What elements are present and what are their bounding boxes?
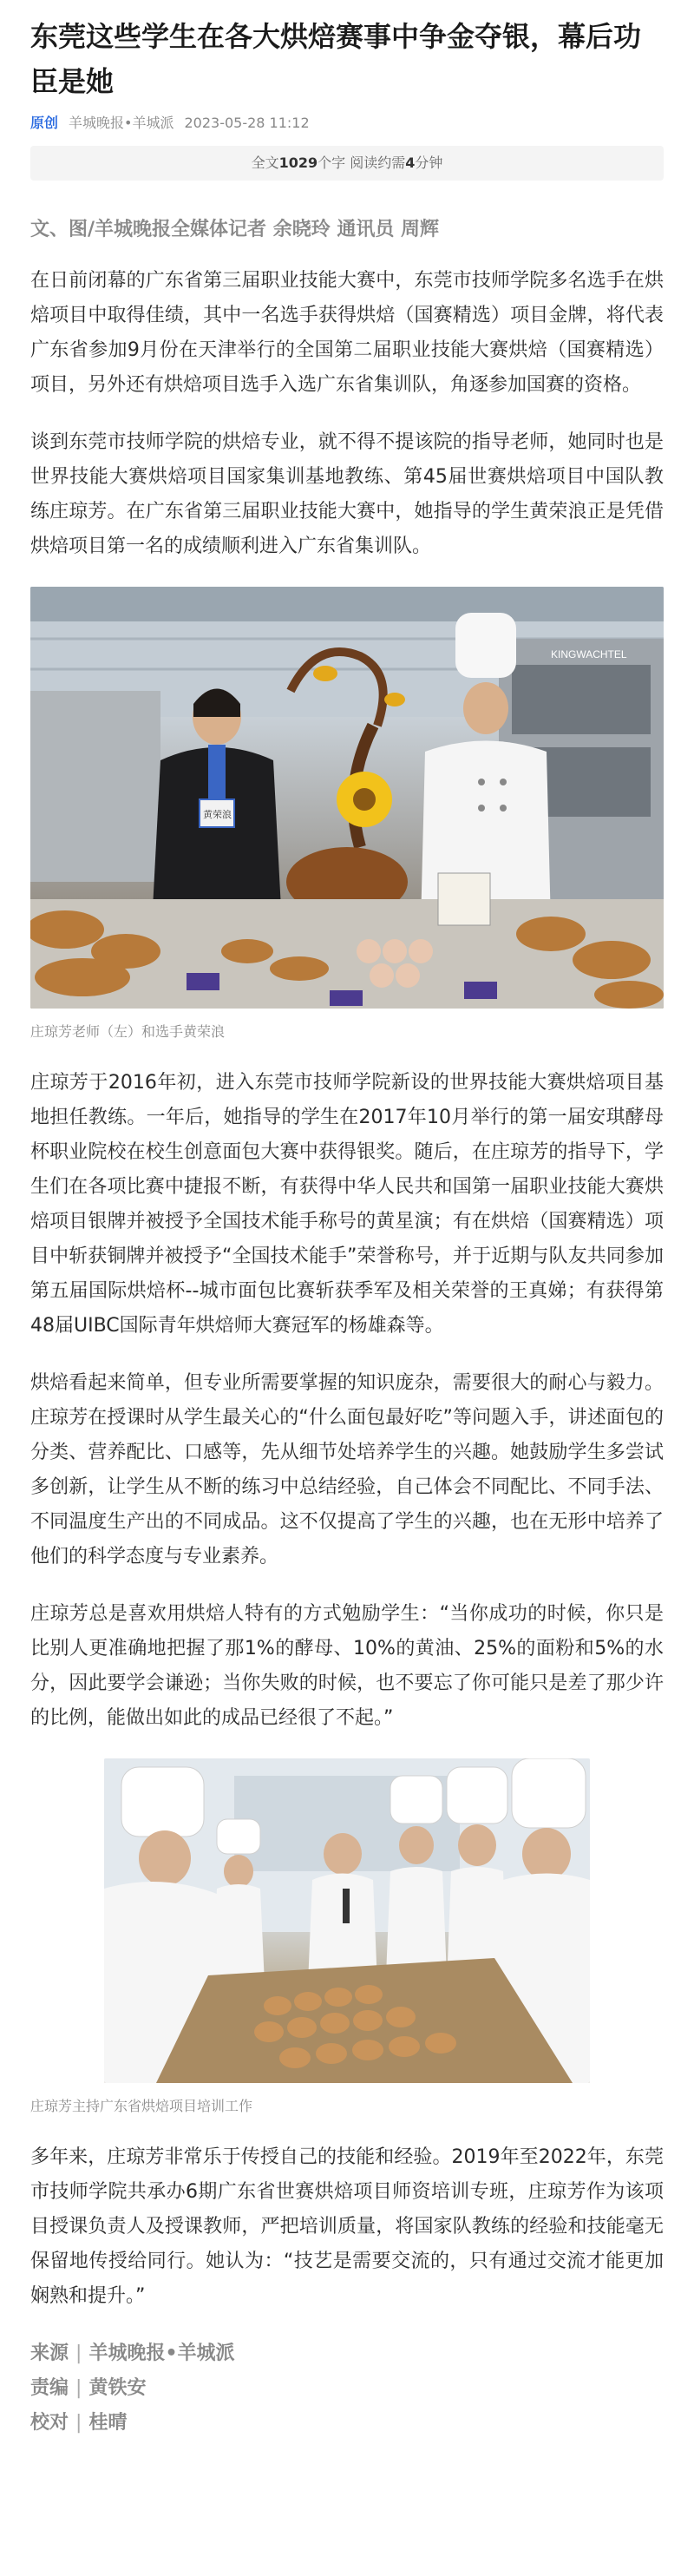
paragraph-5: 庄琼芳总是喜欢用烘焙人特有的方式勉励学生：“当你成功的时候，你只是比别人更准确地把握了那1%的酵母、10%的黄油、25%的面粉和5%的水分，因此要学会谦逊；当你失败的时候，也不要忘了你可能只是差了那少许的比例，能做出如此的成品已经很了不起。” xyxy=(30,1603,664,1729)
name-badge-text: 黄荣浪 xyxy=(203,809,232,820)
photo-training-session-illustration xyxy=(104,1758,590,2083)
word-count-suffix: 个字 阅读约需 xyxy=(318,154,406,171)
paragraph-4: 烘焙看起来简单，但专业所需要掌握的知识庞杂，需要很大的耐心与毅力。庄琼芳在授课时从学生最关心的“什么面包最好吃”等问题入手，讲述面包的分类、营养配比、口感等，先从细节处培养学生的兴趣。她鼓励学生多尝试多创新，让学生从不断的练习中总结经验，自己体会不同配比、不同手法、不同温度生产出的不同成品。这不仅提高了学生的兴趣，也在无形中培养了他们的科学态度与专业素养。 xyxy=(30,1372,664,1567)
footer-editor-label: 责编 xyxy=(30,2377,69,2399)
article-title: 东莞这些学生在各大烘焙赛事中争金夺银，幕后功臣是她 xyxy=(30,20,642,98)
article-page xyxy=(30,0,664,2441)
footer-source-label: 来源 xyxy=(30,2343,69,2364)
footer-editor: 责编 | 黄铁安 xyxy=(30,2377,147,2399)
paragraph-6: 多年来，庄琼芳非常乐于传授自己的技能和经验。2019年至2022年，东莞市技师学院共承办6期广东省世赛烘焙项目师资培训专班，庄琼芳作为该项目授课负责人及授课教师，严把培训质量，将国家队教练的经验和技能毫无保留地传授给同行。她认为：“技艺是需要交流的，只有通过交流才能更加娴熟和提升。” xyxy=(30,2146,664,2307)
read-time-value: 4 xyxy=(405,154,416,171)
footer-editor-value: 黄铁安 xyxy=(88,2377,147,2399)
word-count-bar xyxy=(30,146,664,181)
paragraph-3: 庄琼芳于2016年初，进入东莞市技师学院新设的世界技能大赛烘焙项目基地担任教练。一年后，她指导的学生在2017年10月举行的第一届安琪酵母杯职业院校在校生创意面包大赛中获得银奖。随后，在庄琼芳的指导下，学生们在各项比赛中捷报不断，有获得中华人民共和国第一届职业技能大赛烘焙项目银牌并被授予全国技术能手称号的黄星演；有在烘焙（国赛精选）项目中斩获铜牌并被授予“全国技术能手”荣誉称号，并于近期与队友共同参加第五届国际烘焙杯--城市面包比赛斩获季军及相关荣誉的王真娣；有获得第48届UIBC国际青年烘焙师大赛冠军的杨雄森等。 xyxy=(30,1072,664,1337)
article-source[interactable]: 羊城晚报•羊城派 xyxy=(69,115,174,131)
word-count-value: 1029 xyxy=(278,154,318,171)
word-count-prefix: 全文 xyxy=(251,154,279,171)
article-footer xyxy=(30,2336,664,2441)
footer-proofreader: 校对 | 桂晴 xyxy=(30,2412,128,2434)
photo-training-session[interactable] xyxy=(104,1758,590,2083)
paragraph-2: 谈到东莞市技师学院的烘焙专业，就不得不提该院的指导老师，她同时也是世界技能大赛烘焙项目国家集训基地教练、第45届世赛烘焙项目中国队教练庄琼芳。在广东省第三届职业技能大赛中，她指导的学生黄荣浪正是凭借烘焙项目第一名的成绩顺利进入广东省集训队。 xyxy=(30,431,664,557)
article-meta xyxy=(30,113,664,134)
photo-coach-and-student[interactable] xyxy=(30,587,664,1009)
paragraph-1: 在日前闭幕的广东省第三届职业技能大赛中，东莞市技师学院多名选手在烘焙项目中取得佳绩，其中一名选手获得烘焙（国赛精选）项目金牌，将代表广东省参加9月份在天津举行的全国第二届职业技能大赛烘焙（国赛精选）项目，另外还有烘焙项目选手入选广东省集训队，角逐参加国赛的资格。 xyxy=(30,270,664,396)
read-time-suffix: 分钟 xyxy=(415,154,443,171)
oven-brand-text: KINGWACHTEL xyxy=(551,648,627,660)
footer-proofreader-value: 桂晴 xyxy=(88,2412,128,2434)
photo-coach-and-student-illustration xyxy=(30,587,664,1009)
footer-source-value: 羊城晚报•羊城派 xyxy=(88,2343,235,2364)
photo-2-caption: 庄琼芳主持广东省烘焙项目培训工作 xyxy=(30,2098,253,2114)
footer-proofreader-label: 校对 xyxy=(30,2412,69,2434)
footer-source: 来源 | 羊城晚报•羊城派 xyxy=(30,2343,235,2364)
photo-1-caption: 庄琼芳老师（左）和选手黄荣浪 xyxy=(30,1023,226,1040)
original-badge: 原创 xyxy=(30,115,59,131)
article-byline: 文、图/羊城晚报全媒体记者 余晓玲 通讯员 周辉 xyxy=(30,219,440,240)
article-datetime: 2023-05-28 11:12 xyxy=(184,115,310,131)
